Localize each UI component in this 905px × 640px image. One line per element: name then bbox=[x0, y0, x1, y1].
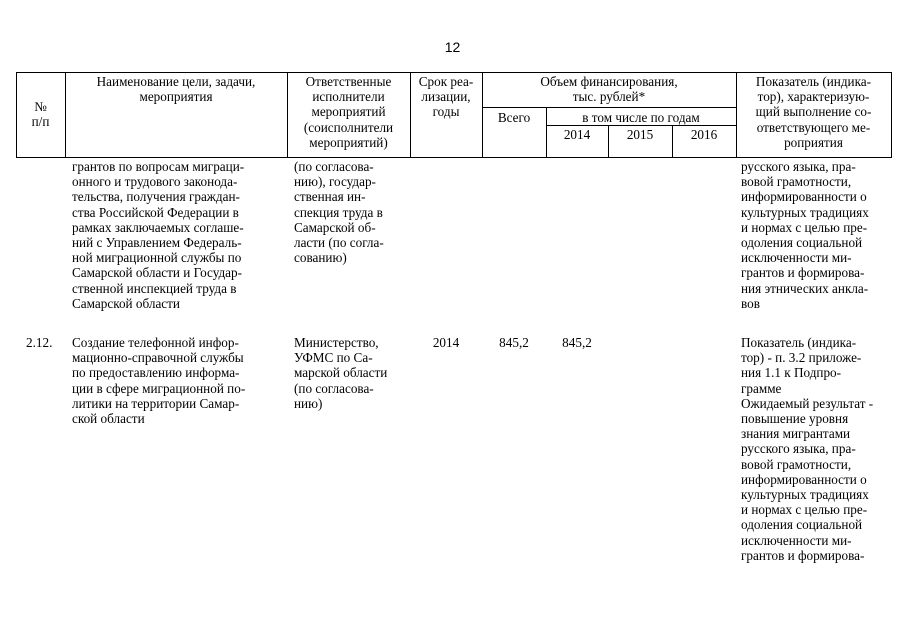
row1-name: грантов по вопросам миграци- онного и трудового законода- тельства, получения граждан- ства Российской Федерации в рамках заключаемых соглаше- ний с Управлением Федераль- ной миграционной службы по Самарской области и Государ- ственной инспекцией труда в Самарской области bbox=[72, 159, 245, 311]
header-funding: Объем финансирования, тыс. рублей* bbox=[540, 74, 678, 105]
header-total: Всего bbox=[497, 110, 531, 125]
header-num: № п/п bbox=[31, 99, 50, 130]
header-term: Срок реа- лизации, годы bbox=[418, 74, 474, 120]
row1-executors: (по согласова- нию), государ- ственная ин- спекция труда в Самарской об- ласти (по согла- сованию) bbox=[294, 159, 384, 266]
row2-indicator: Показатель (индика- тор) - п. 3.2 приложе- ния 1.1 к Подпро- грамме Ожидаемый результат - повышение уровня знания мигрантами русского языка, пра- вовой грамотности, информированности о культурных традициях и нормах с целью пре- одоления социальной исключенности ми- грантов и формирова- bbox=[741, 335, 874, 563]
header-by-years: в том числе по годам bbox=[582, 110, 700, 125]
row2-num: 2.12. bbox=[26, 335, 53, 350]
row2-name: Создание телефонной инфор- мационно-справочной службы по предоставлению информа- ции в сфере миграционной по- литики на территории Самар- ской области bbox=[72, 335, 246, 427]
col-divider-10 bbox=[891, 72, 892, 157]
header-name: Наименование цели, задачи, мероприятия bbox=[96, 74, 256, 105]
header-year-2015: 2015 bbox=[626, 127, 654, 142]
header-year-2014: 2014 bbox=[563, 127, 591, 142]
table-top-border bbox=[16, 72, 892, 73]
header-executors: Ответственные исполнители мероприятий (соисполнители мероприятий) bbox=[303, 74, 394, 150]
row1-indicator: русского языка, пра- вовой грамотности, информированности о культурных традициях и нормах с целью пре- одоления социальной исключенности ми- грантов и формирова- ния этнических анкла- вов bbox=[741, 159, 869, 311]
row2-2014: 845,2 bbox=[562, 335, 592, 350]
page-number: 12 bbox=[444, 39, 461, 55]
header-bottom-border bbox=[16, 157, 892, 158]
row2-executors: Министерство, УФМС по Са- марской области (по согласова- нию) bbox=[294, 335, 388, 411]
header-year-2016: 2016 bbox=[690, 127, 718, 142]
activities-table bbox=[16, 72, 892, 640]
row2-total: 845,2 bbox=[499, 335, 529, 350]
header-indicator: Показатель (индика- тор), характеризую- щий выполнение со- ответствующего ме- роприятия bbox=[755, 74, 872, 150]
row2-term: 2014 bbox=[432, 335, 460, 350]
funding-subheader-rule bbox=[482, 107, 736, 108]
